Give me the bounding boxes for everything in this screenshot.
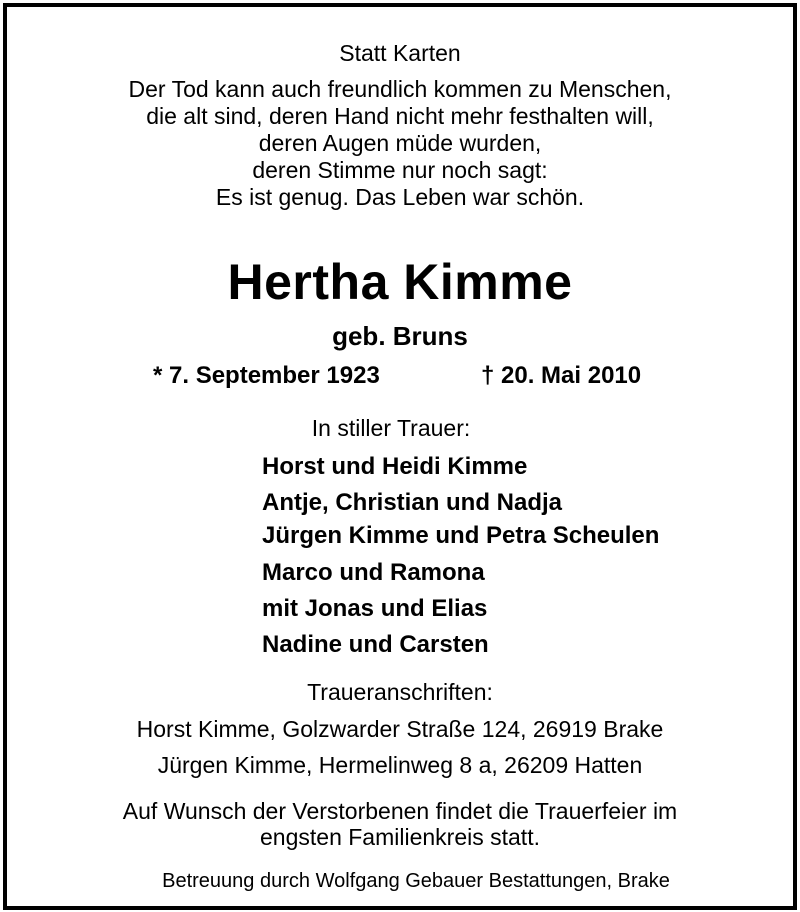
verse-line: deren Augen müde wurden, [258, 130, 542, 156]
mourner-name: Jürgen Kimme und Petra Scheulen [262, 522, 660, 549]
deceased-name: Hertha Kimme [227, 254, 573, 310]
funeral-home-credit: Betreuung durch Wolfgang Gebauer Bestattungen, Brake [162, 870, 670, 892]
obituary-notice [3, 3, 797, 910]
mourners-heading: In stiller Trauer: [311, 415, 471, 441]
verse-line: Der Tod kann auch freundlich kommen zu Menschen, [128, 76, 672, 102]
mourner-name: mit Jonas und Elias [262, 595, 488, 622]
mourner-name: Antje, Christian und Nadja [262, 489, 563, 516]
maiden-name: geb. Bruns [332, 321, 468, 351]
mourner-name: Horst und Heidi Kimme [262, 453, 528, 480]
notice-line: Auf Wunsch der Verstorbenen findet die Trauerfeier im [122, 798, 678, 824]
mourner-name: Marco und Ramona [262, 559, 485, 586]
address-line: Jürgen Kimme, Hermelinweg 8 a, 26209 Hatten [157, 752, 643, 778]
statt-karten-label: Statt Karten [339, 40, 461, 66]
address-line: Horst Kimme, Golzwarder Straße 124, 26919 Brake [136, 716, 664, 742]
notice-line: engsten Familienkreis statt. [260, 824, 540, 850]
mourner-name: Nadine und Carsten [262, 631, 489, 658]
verse-line: die alt sind, deren Hand nicht mehr festhalten will, [146, 103, 654, 129]
death-date: † 20. Mai 2010 [481, 362, 642, 389]
verse-line: deren Stimme nur noch sagt: [252, 157, 548, 183]
birth-date: * 7. September 1923 [153, 362, 380, 389]
verse-line: Es ist genug. Das Leben war schön. [215, 184, 585, 210]
addresses-heading: Traueranschriften: [307, 679, 493, 705]
memorial-verse [7, 76, 793, 211]
